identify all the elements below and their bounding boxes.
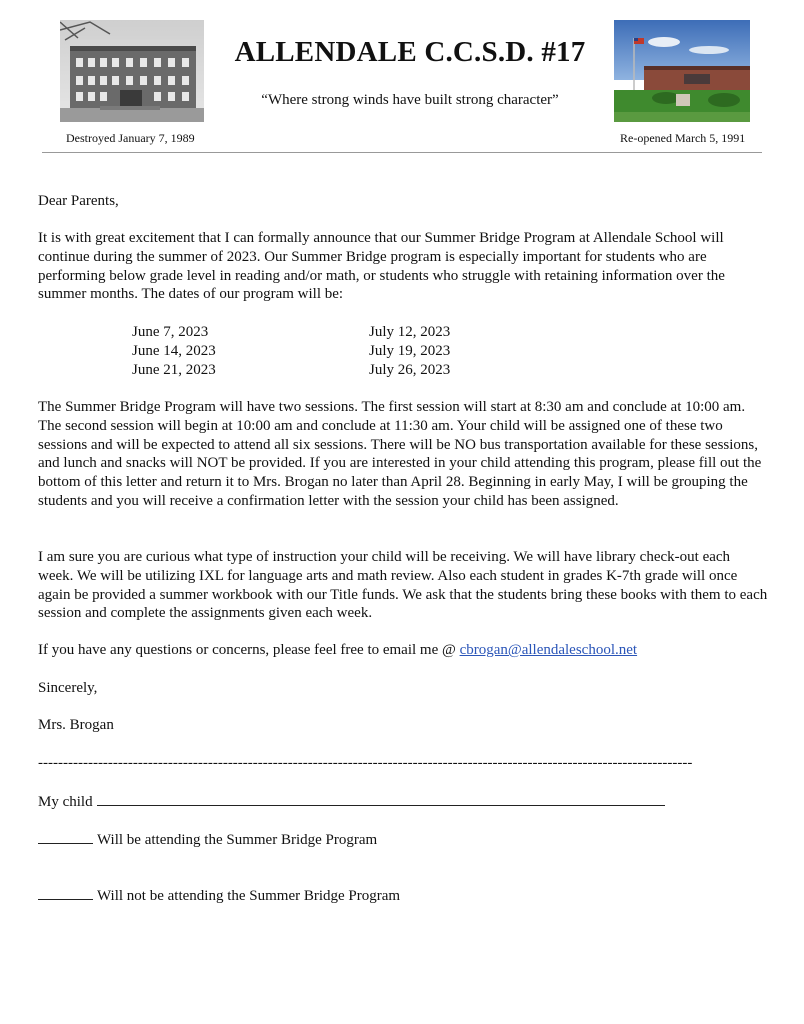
photo-caption-right: Re-opened March 5, 1991 bbox=[620, 131, 746, 145]
motto: “Where strong winds have built strong character” bbox=[261, 92, 559, 108]
paragraph-contact bbox=[38, 641, 768, 660]
paragraph-intro: It is with great excitement that I can formally announce that our Summer Bridge Program at Allendale School will continue during the summer of 2023. Our Summer Bridge program is especially important for students who are performing below grade level in reading and/or math, or students who struggle with retaining information over the summer months. The dates of our program will be: bbox=[38, 230, 725, 303]
option-attending[interactable] bbox=[38, 829, 377, 850]
not-attending-blank[interactable] bbox=[38, 885, 93, 900]
closing: Sincerely, bbox=[38, 680, 98, 696]
option-not-attending[interactable] bbox=[38, 885, 400, 906]
paragraph-sessions: The Summer Bridge Program will have two sessions. The first session will start at 8:30 am and conclude at 10:00 am. The second session will begin at 10:00 am and conclude at 11:30 am. Your child will be assigned one of these two sessions and will be expected to attend all six sessions. There will be NO bus transportation available for these sessions, and lunch and snacks will NOT be provided. If you are interested in your child attending this program, please fill out the bottom of this letter and return it to Mrs. Brogan no later than April 28. Beginning in early May, I will be grouping the students and you will receive a confirmation letter with the session your child has been assigned. bbox=[38, 399, 762, 509]
date-item: July 12, 2023 bbox=[369, 324, 451, 340]
paragraph-instruction: I am sure you are curious what type of instruction your child will be receiving. We will have library check-out each week. We will be utilizing IXL for language arts and math review. Also each student in grades K-7th grade will once again be provided a summer workbook with our Title funds. We ask that the students bring these books with them to each session and complete the assignments given each week. bbox=[38, 549, 768, 622]
new-school-photo bbox=[614, 20, 750, 122]
contact-text: If you have any questions or concerns, please feel free to email me @ bbox=[38, 642, 460, 658]
date-item: June 21, 2023 bbox=[132, 362, 216, 378]
salutation: Dear Parents, bbox=[38, 193, 119, 209]
option-attending-label: Will be attending the Summer Bridge Program bbox=[97, 832, 378, 848]
option-not-attending-label: Will not be attending the Summer Bridge Program bbox=[97, 888, 401, 904]
cut-line: ----------------------------------------------------------------------------------------------------------------------------------- bbox=[38, 755, 693, 771]
page-title: ALLENDALE C.C.S.D. #17 bbox=[234, 36, 586, 68]
child-name-label: My child bbox=[38, 794, 93, 810]
child-name-blank[interactable] bbox=[97, 791, 665, 806]
date-item: June 7, 2023 bbox=[132, 324, 209, 340]
signature: Mrs. Brogan bbox=[38, 717, 114, 733]
header-divider bbox=[42, 152, 762, 153]
child-name-field[interactable] bbox=[38, 791, 665, 812]
photo-caption-left: Destroyed January 7, 1989 bbox=[66, 131, 195, 145]
old-school-photo bbox=[60, 20, 204, 122]
attending-blank[interactable] bbox=[38, 829, 93, 844]
date-item: June 14, 2023 bbox=[132, 343, 216, 359]
email-link[interactable]: cbrogan@allendaleschool.net bbox=[459, 642, 638, 658]
date-item: July 26, 2023 bbox=[369, 362, 451, 378]
date-item: July 19, 2023 bbox=[369, 343, 451, 359]
